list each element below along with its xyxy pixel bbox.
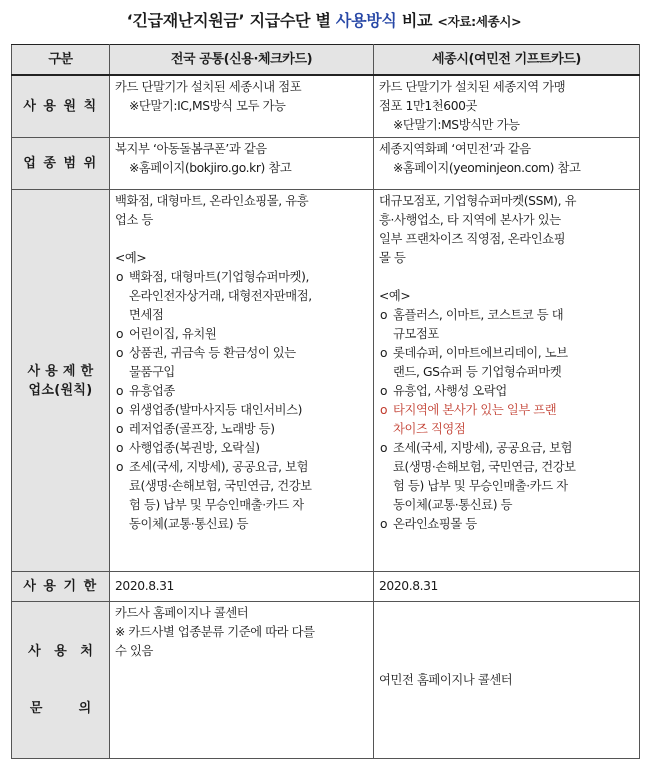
deadline-national: 2020.8.31 [110,572,374,602]
inquiry-sejong: 여민전 홈페이지나 콜센터 [374,602,640,759]
header-sejong: 세종시(여민전 기프트카드) [374,45,640,76]
list-item: o 홈플러스, 이마트, 코스트코 등 대 규모점포 [379,306,634,344]
row-label-deadline: 사 용 기 한 [12,572,110,602]
note-line: ※홈페이지(bokjiro.go.kr) 참고 [129,161,292,175]
table-row-usage-principle [12,75,640,138]
text-line: 일부 프랜차이즈 직영점, 온라인쇼핑 [379,232,566,246]
example-label: <예> [379,289,411,303]
inquiry-national [110,602,374,759]
text-line: 카드 단말기가 설치된 세종시내 점포 [115,80,302,94]
text-line: 세종지역화폐 ‘여민전’과 같음 [379,142,531,156]
comparison-table [11,44,640,759]
list-item: o 조세(국세, 지방세), 공공요금, 보험 료(생명·손해보험, 국민연금, 건강보 험 등) 납부 및 무승인매출·카드 자 동이체(교통·통신료) 등 [115,458,368,534]
text-line: 몰 등 [379,251,406,265]
note-line: ※단말기:IC,MS방식 모두 가능 [129,99,286,113]
table-header-row [12,45,640,76]
list-item: o 사행업종(복권방, 오락실) [115,439,368,458]
label-line: 업소(원칙) [28,382,93,398]
business-scope-sejong [374,138,640,190]
restricted-sejong-list [379,306,634,534]
note-line: ※ 카드사별 업종분류 기준에 따라 다를 [115,625,315,639]
note-line: ※홈페이지(yeominjeon.com) 참고 [393,161,581,175]
text-line: 카드 단말기가 설치된 세종지역 가맹 [379,80,566,94]
header-national: 전국 공통(신용·체크카드) [110,45,374,76]
restricted-national [110,190,374,572]
list-item: o 위생업종(발마사지등 대인서비스) [115,401,368,420]
row-label-restricted [12,190,110,572]
list-item: o 상품권, 귀금속 등 환금성이 있는 물품구입 [115,344,368,382]
text-line: 복지부 ‘아동돌봄쿠폰’과 같음 [115,142,267,156]
table-row-restricted [12,190,640,572]
list-item: o 유흥업종 [115,382,368,401]
list-item: o 백화점, 대형마트(기업형슈퍼마켓), 온라인전자상거래, 대형전자판매점, 면세점 [115,268,368,325]
text-line: 흥·사행업소, 타 지역에 본사가 있는 [379,213,561,227]
restricted-sejong [374,190,640,572]
row-label-business-scope: 업 종 범 위 [12,138,110,190]
label-line: 사 용 제 한 [27,363,94,379]
business-scope-national [110,138,374,190]
deadline-sejong: 2020.8.31 [374,572,640,602]
table-row-inquiry [12,602,640,759]
row-label-usage-principle: 사 용 원 칙 [12,75,110,138]
title-part1: ‘긴급재난지원금’ 지급수단 별 [126,11,336,30]
restricted-national-list [115,268,368,534]
title-source: <자료:세종시> [437,14,522,29]
list-item: o 롯데슈퍼, 이마트에브리데이, 노브 랜드, GS슈퍼 등 기업형슈퍼마켓 [379,344,634,382]
text-line: 백화점, 대형마트, 온라인쇼핑몰, 유흥 [115,194,309,208]
title-highlight: 사용방식 [335,11,397,30]
usage-principle-sejong [374,75,640,138]
label-line: 사 용 처 [28,644,93,659]
label-line: 문 의 [29,701,92,716]
note-line: ※단말기:MS방식만 가능 [393,118,520,132]
header-category: 구분 [12,45,110,76]
list-item: o 레저업종(골프장, 노래방 등) [115,420,368,439]
text-line: 점포 1만1천600곳 [379,99,478,113]
text-line: 업소 등 [115,213,153,227]
table-row-business-scope [12,138,640,190]
row-label-inquiry [12,602,110,759]
text-line: 카드사 홈페이지나 콜센터 [115,606,249,620]
text-line: 대규모점포, 기업형슈퍼마켓(SSM), 유 [379,194,577,208]
page-title [0,8,648,31]
list-item: o 온라인쇼핑몰 등 [379,515,634,534]
table-row-deadline [12,572,640,602]
example-label: <예> [115,251,147,265]
list-item: o 어린이집, 유치원 [115,325,368,344]
list-item-highlighted: o 타지역에 본사가 있는 일부 프랜 차이즈 직영점 [379,401,634,439]
list-item: o 조세(국세, 지방세), 공공요금, 보험 료(생명·손해보험, 국민연금, 건강보 험 등) 납부 및 무승인매출·카드 자 동이체(교통·통신료) 등 [379,439,634,515]
note-line: 수 있음 [115,644,153,658]
title-part2: 비교 [396,11,438,30]
list-item: o 유흥업, 사행성 오락업 [379,382,634,401]
usage-principle-national [110,75,374,138]
